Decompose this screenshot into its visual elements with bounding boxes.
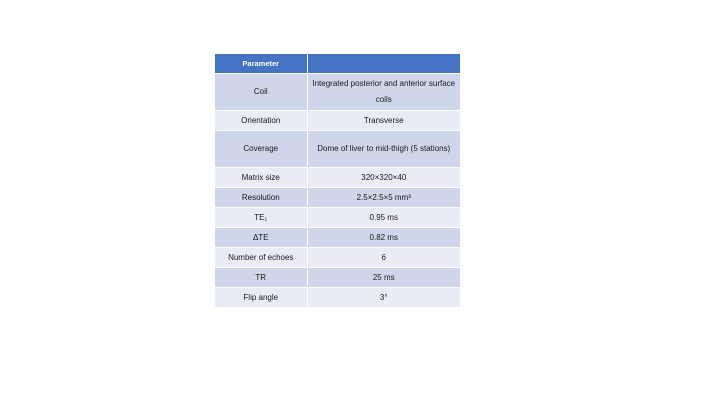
table-row xyxy=(215,188,460,208)
table-row xyxy=(215,111,460,131)
table-row xyxy=(215,248,460,268)
row-value: 320×320×40 xyxy=(307,168,460,188)
row-parameter: TE₁ xyxy=(215,208,307,228)
row-value: 0.95 ms xyxy=(307,208,460,228)
table-row xyxy=(215,268,460,288)
row-value: 6 xyxy=(307,248,460,268)
table-row xyxy=(215,228,460,248)
row-parameter: Matrix size xyxy=(215,168,307,188)
row-value: 25 ms xyxy=(307,268,460,288)
parameter-table xyxy=(215,54,460,308)
row-value: Transverse xyxy=(307,111,460,131)
row-value: 2.5×2.5×5 mm³ xyxy=(307,188,460,208)
row-parameter: Flip angle xyxy=(215,288,307,308)
row-parameter: TR xyxy=(215,268,307,288)
row-parameter: ΔTE xyxy=(215,228,307,248)
table-row xyxy=(215,208,460,228)
header-value xyxy=(307,54,460,74)
row-parameter: Coil xyxy=(215,74,307,111)
row-value: 3° xyxy=(307,288,460,308)
header-parameter: Parameter xyxy=(215,54,307,74)
table-row xyxy=(215,131,460,168)
table-row xyxy=(215,74,460,111)
row-parameter: Resolution xyxy=(215,188,307,208)
table-row xyxy=(215,168,460,188)
row-value: Integrated posterior and anterior surface coils xyxy=(307,74,460,111)
row-value: 0.82 ms xyxy=(307,228,460,248)
table-row xyxy=(215,288,460,308)
row-parameter: Coverage xyxy=(215,131,307,168)
row-parameter: Number of echoes xyxy=(215,248,307,268)
row-parameter: Orientation xyxy=(215,111,307,131)
table-header-row xyxy=(215,54,460,74)
row-value: Dome of liver to mid-thigh (5 stations) xyxy=(307,131,460,168)
